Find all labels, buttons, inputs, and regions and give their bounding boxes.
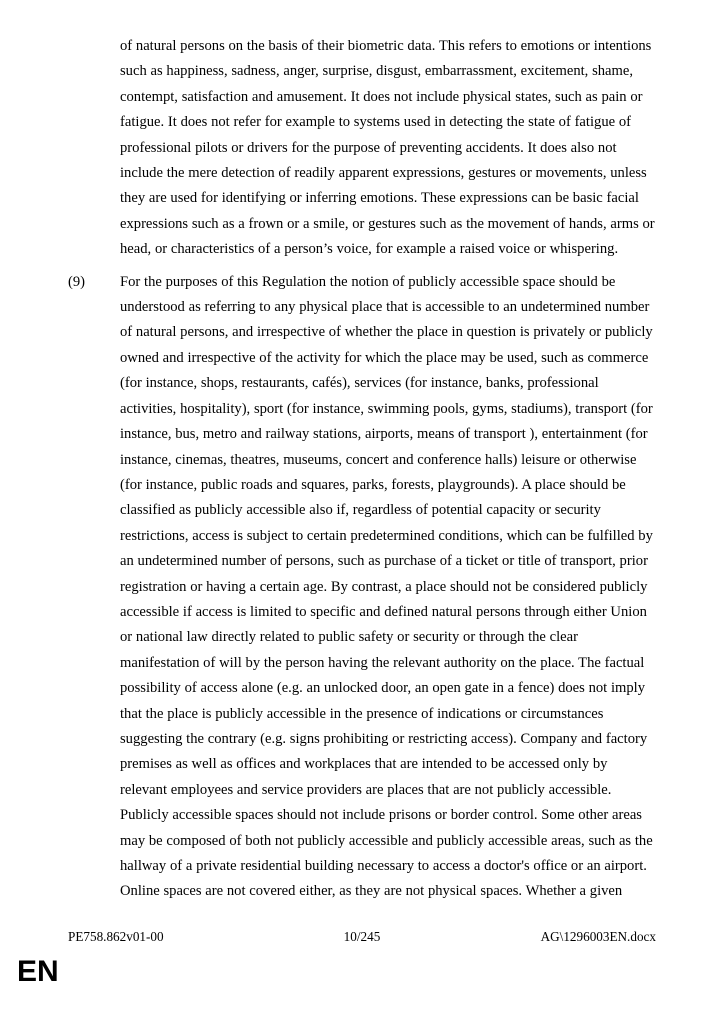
text-line: owned and irrespective of the activity for which the place may be used, such as commerce (120, 349, 649, 366)
text-line: possibility of access alone (e.g. an unlocked door, an open gate in a fence) does not imply (120, 680, 646, 697)
page-footer (68, 927, 656, 947)
recital-number: (9) (68, 273, 86, 290)
text-line: relevant employees and service providers are places that are not publicly accessible. (120, 781, 612, 798)
text-line: premises as well as offices and workplaces that are intended to be accessed only by (120, 756, 608, 773)
text-line: of natural persons, and irrespective of whether the place in question is privately or publicly (120, 324, 653, 341)
paragraph-recital-9 (68, 270, 668, 905)
text-line: contempt, satisfaction and amusement. It does not include physical states, such as pain or (120, 88, 643, 105)
text-line: activities, hospitality), sport (for instance, swimming pools, gyms, stadiums), transport (for (120, 400, 653, 417)
text-line: an undetermined number of persons, such as purchase of a ticket or title of transport, prior (120, 553, 648, 570)
text-line: or national law directly related to public safety or security or through the clear (120, 629, 578, 646)
footer-page-number: 10/245 (343, 929, 381, 944)
text-line: accessible if access is limited to specific and defined natural persons through either Union (120, 603, 647, 620)
text-line: restrictions, access is subject to certain predetermined conditions, which can be fulfilled by (120, 527, 653, 544)
paragraph-text (120, 34, 668, 263)
text-line: that the place is publicly accessible in the presence of indications or circumstances (120, 705, 604, 722)
text-line: (for instance, public roads and squares, parks, forests, playgrounds). A place should be (120, 476, 626, 493)
text-line: fatigue. It does not refer for example to systems used in detecting the state of fatigue of (120, 114, 631, 131)
text-line: suggesting the contrary (e.g. signs prohibiting or restricting access). Company and factory (120, 730, 648, 747)
text-line: head, or characteristics of a person’s voice, for example a raised voice or whispering. (120, 241, 619, 258)
text-line: hallway of a private residential building necessary to access a doctor's office or an airport. (120, 858, 647, 874)
text-line: Publicly accessible spaces should not include prisons or border control. Some other areas (120, 807, 642, 824)
document-body (68, 34, 668, 905)
text-line: instance, bus, metro and railway stations, airports, means of transport ), entertainment (for (120, 426, 648, 443)
paragraph-text (120, 270, 668, 905)
paragraph-continuation (68, 34, 668, 263)
footer-filename: AG\1296003EN.docx (540, 929, 656, 944)
text-line: instance, cinemas, theatres, museums, concert and conference halls) leisure or otherwise (120, 451, 637, 468)
text-line: understood as referring to any physical place that is accessible to an undetermined number (120, 299, 650, 316)
text-line: professional pilots or drivers for the purpose of preventing accidents. It does also not (120, 139, 617, 156)
text-line: (for instance, shops, restaurants, cafés), services (for instance, banks, professional (120, 375, 599, 392)
text-line: may be composed of both not publicly accessible and publicly accessible areas, such as the (120, 832, 653, 849)
text-line: Online spaces are not covered either, as they are not physical spaces. Whether a given (120, 883, 623, 900)
text-line: of natural persons on the basis of their biometric data. This refers to emotions or intentions (120, 38, 652, 54)
text-line: classified as publicly accessible also if, regardless of potential capacity or security (120, 502, 601, 519)
text-line: expressions such as a frown or a smile, or gestures such as the movement of hands, arms or (120, 215, 655, 232)
language-marker: EN (17, 955, 59, 988)
text-line: they are used for identifying or inferring emotions. These expressions can be basic facial (120, 190, 639, 207)
text-line: registration or having a certain age. By contrast, a place should not be considered publicly (120, 578, 648, 595)
text-line: For the purposes of this Regulation the notion of publicly accessible space should be (120, 273, 616, 290)
text-line: include the mere detection of readily apparent expressions, gestures or movements, unless (120, 165, 647, 182)
text-line: such as happiness, sadness, anger, surprise, disgust, embarrassment, excitement, shame, (120, 63, 633, 80)
footer-document-reference: PE758.862v01-00 (68, 929, 164, 944)
text-line: manifestation of will by the person having the relevant authority on the place. The factual (120, 654, 645, 671)
